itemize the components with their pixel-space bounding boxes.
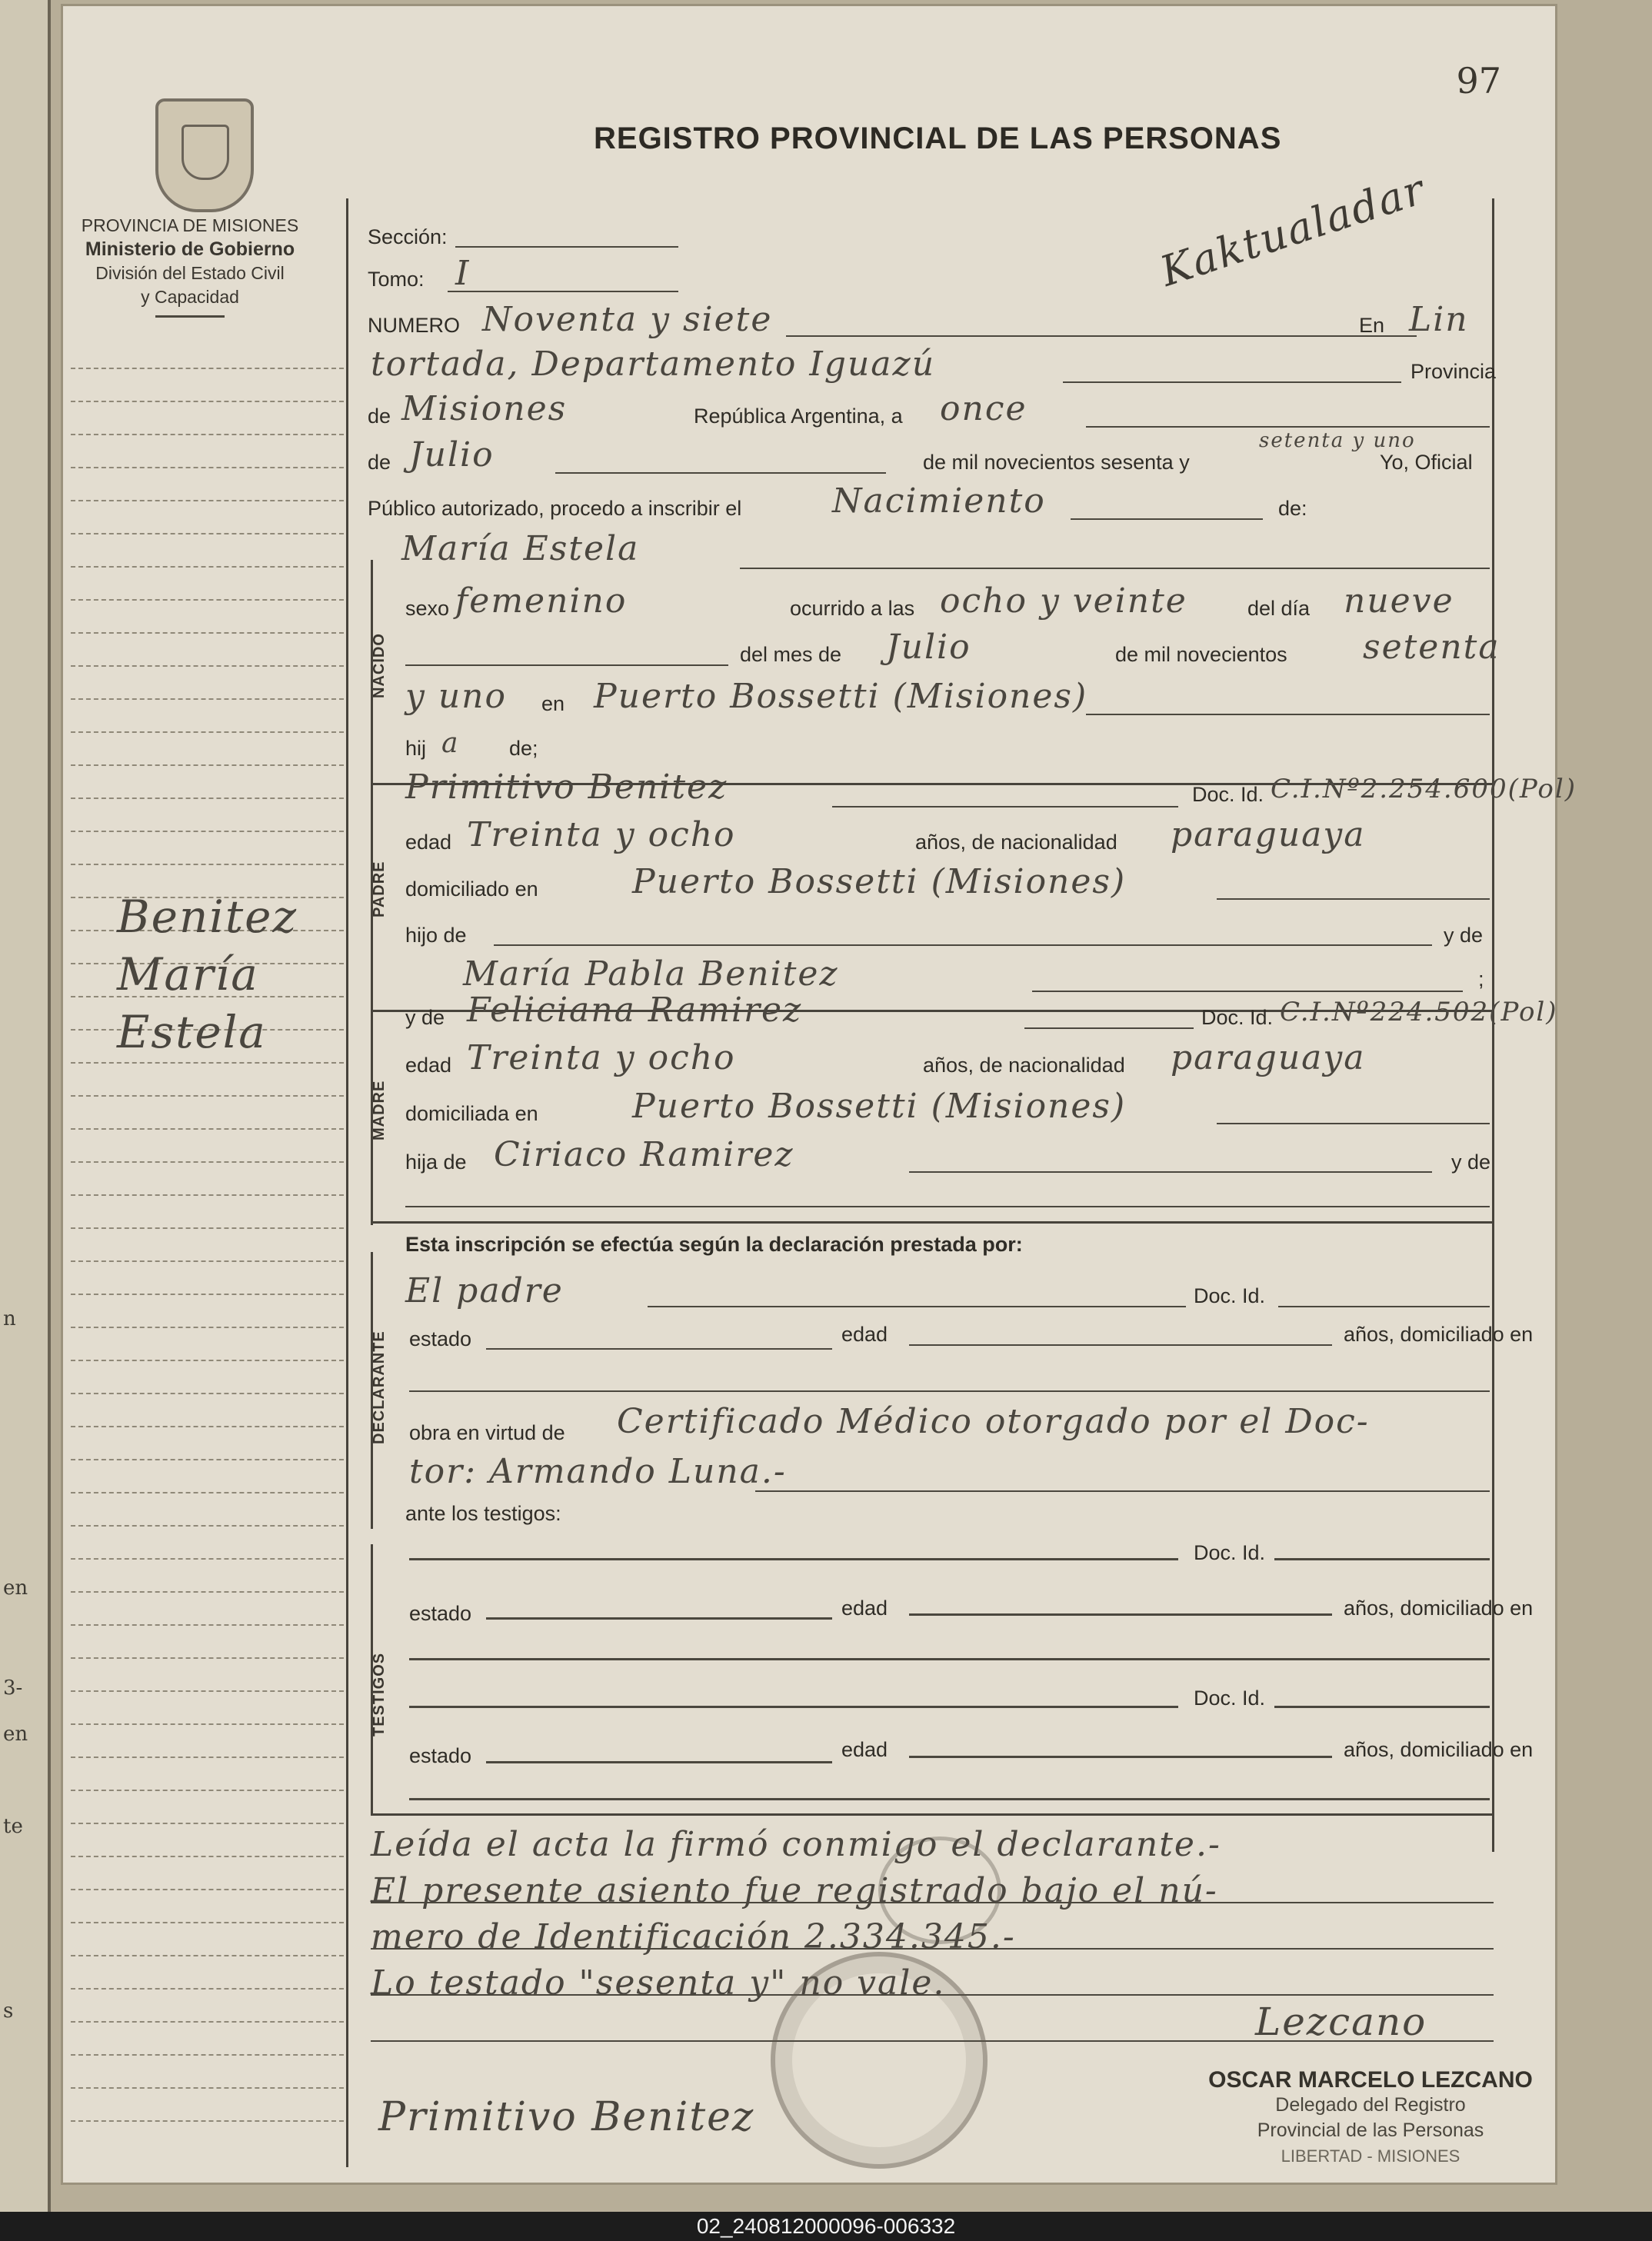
officer-registry: Provincial de las Personas bbox=[1257, 2119, 1484, 2141]
fill-line bbox=[1032, 991, 1463, 992]
fill-line bbox=[409, 1390, 1490, 1392]
margin-ruled-line bbox=[71, 1459, 344, 1460]
margin-ruled-line bbox=[71, 1227, 344, 1229]
adjacent-page-fragment: en bbox=[3, 1723, 28, 1746]
margin-ruled-line bbox=[71, 1988, 344, 1990]
margin-ruled-line bbox=[71, 1062, 344, 1064]
hijo-de-label: de; bbox=[509, 737, 538, 760]
margin-ruled-line bbox=[71, 632, 344, 634]
anio-value-2: y uno bbox=[405, 677, 508, 716]
mes-label: del mes de bbox=[740, 643, 842, 666]
margin-ruled-line bbox=[71, 1294, 344, 1295]
de-label: de bbox=[368, 405, 391, 428]
padre-doc-label: Doc. Id. bbox=[1192, 783, 1264, 806]
issuer-header bbox=[63, 214, 317, 318]
declarante-edad-label: edad bbox=[841, 1323, 888, 1346]
seccion-line bbox=[455, 246, 678, 248]
fill-line bbox=[555, 472, 886, 474]
officer-location: LIBERTAD - MISIONES bbox=[1281, 2146, 1460, 2166]
fill-line bbox=[740, 568, 1490, 569]
month-value: Julio bbox=[409, 435, 495, 475]
margin-ruled-line bbox=[71, 2054, 344, 2056]
tomo-label: Tomo: bbox=[368, 268, 425, 291]
margin-ruled-line bbox=[71, 467, 344, 468]
section-rule bbox=[371, 1813, 1494, 1816]
division-name: División del Estado Civil bbox=[95, 263, 285, 283]
document-title: REGISTRO PROVINCIAL DE LAS PERSONAS bbox=[594, 122, 1282, 155]
publico-label: Público autorizado, procedo a inscribir el bbox=[368, 497, 742, 520]
witness-line bbox=[409, 1706, 1178, 1708]
sexo-label: sexo bbox=[405, 597, 450, 620]
madre-anios-label: años, de nacionalidad bbox=[923, 1054, 1125, 1077]
acto-value: Nacimiento bbox=[832, 481, 1046, 521]
fill-line bbox=[405, 664, 728, 666]
testigo2-edad-label: edad bbox=[841, 1738, 888, 1761]
obra-label: obra en virtud de bbox=[409, 1421, 565, 1444]
margin-ruled-line bbox=[71, 831, 344, 832]
adjacent-page-fragment: en bbox=[3, 1577, 28, 1600]
margin-ruled-line bbox=[71, 731, 344, 733]
adjacent-page-fragment: te bbox=[3, 1815, 23, 1838]
section-tag-testigos: TESTIGOS bbox=[371, 1652, 388, 1737]
testigos-intro: ante los testigos: bbox=[405, 1502, 561, 1525]
madre-hija-de-label: hija de bbox=[405, 1150, 467, 1174]
margin-ruled-line bbox=[71, 798, 344, 799]
registry-page bbox=[63, 6, 1577, 2183]
header-divider bbox=[155, 315, 225, 318]
declarante-doc-label: Doc. Id. bbox=[1194, 1284, 1266, 1307]
margin-ruled-line bbox=[71, 864, 344, 865]
witness-line bbox=[409, 1658, 1490, 1660]
numero-label: NUMERO bbox=[368, 314, 460, 337]
fill-line bbox=[832, 806, 1178, 807]
testigo1-doc-label: Doc. Id. bbox=[1194, 1541, 1266, 1564]
adjacent-page-fragment: s bbox=[3, 2000, 14, 2023]
margin-ruled-line bbox=[71, 434, 344, 435]
officer-signature: Lezcano bbox=[1255, 2000, 1427, 2044]
margin-ruled-line bbox=[71, 1790, 344, 1791]
republica-label: República Argentina, a bbox=[694, 405, 903, 428]
margin-ruled-line bbox=[71, 599, 344, 601]
testigo2-anios-label: años, domiciliado en bbox=[1344, 1738, 1534, 1761]
nacido-name: María Estela bbox=[401, 529, 640, 568]
madre-y-de-label: y de bbox=[405, 1006, 445, 1029]
section-tag-madre: MADRE bbox=[371, 1080, 388, 1140]
witness-line bbox=[1274, 1706, 1490, 1708]
officer-block bbox=[1201, 2000, 1540, 2169]
witness-line bbox=[486, 1617, 832, 1620]
lugar-value: Puerto Bossetti (Misiones) bbox=[594, 677, 1088, 716]
fill-line bbox=[755, 1490, 1490, 1492]
padre-semicolon: ; bbox=[1478, 967, 1484, 991]
oficial-label: Yo, Oficial bbox=[1380, 451, 1473, 474]
sexo-value: femenino bbox=[455, 581, 628, 621]
abuelo-materno: Ciriaco Ramirez bbox=[494, 1135, 794, 1174]
year-insert: setenta y uno bbox=[1259, 429, 1416, 452]
margin-ruled-line bbox=[71, 1922, 344, 1923]
fill-line bbox=[1024, 1027, 1194, 1029]
officer-name: OSCAR MARCELO LEZCANO bbox=[1208, 2067, 1533, 2093]
margin-ruled-line bbox=[71, 2120, 344, 2122]
column-divider bbox=[346, 198, 348, 2167]
testigo1-anios-label: años, domiciliado en bbox=[1344, 1597, 1534, 1620]
fill-line bbox=[1086, 714, 1490, 715]
margin-ruled-line bbox=[71, 1525, 344, 1527]
testigo2-doc-label: Doc. Id. bbox=[1194, 1687, 1266, 1710]
margin-ruled-line bbox=[71, 1558, 344, 1560]
adjacent-page-fragment: 3- bbox=[3, 1677, 23, 1700]
margin-ruled-line bbox=[71, 1624, 344, 1626]
margin-firstname: María bbox=[117, 948, 259, 1001]
tomo-line bbox=[448, 291, 678, 292]
testigo2-estado-label: estado bbox=[409, 1744, 472, 1767]
declarante-anios-label: años, domiciliado en bbox=[1344, 1323, 1534, 1346]
declarante-name: El padre bbox=[405, 1271, 564, 1310]
fill-line bbox=[494, 944, 1432, 946]
obra-value: Certificado Médico otorgado por el Doc- bbox=[617, 1402, 1370, 1441]
witness-line bbox=[1274, 1558, 1490, 1560]
margin-ruled-line bbox=[71, 1757, 344, 1758]
section-rule bbox=[371, 1221, 1494, 1224]
fill-line bbox=[648, 1306, 1186, 1307]
margin-ruled-line bbox=[71, 1095, 344, 1097]
witness-line bbox=[409, 1558, 1178, 1560]
adjacent-page-edge bbox=[0, 0, 51, 2215]
madre-edad-label: edad bbox=[405, 1054, 452, 1077]
margin-ruled-line bbox=[71, 1161, 344, 1163]
padre-anios-label: años, de nacionalidad bbox=[915, 831, 1117, 854]
dia-label: del día bbox=[1247, 597, 1311, 620]
margin-ruled-line bbox=[71, 2021, 344, 2023]
padre-name: Primitivo Benitez bbox=[405, 768, 728, 807]
padre-domicilio-value: Puerto Bossetti (Misiones) bbox=[632, 862, 1127, 901]
note-line: mero de Identificación 2.334.345.- bbox=[371, 1917, 1016, 1956]
fill-line bbox=[486, 1348, 832, 1350]
margin-ruled-line bbox=[71, 1360, 344, 1361]
padre-y-de-label: y de bbox=[1444, 924, 1484, 947]
tomo-value: I bbox=[455, 254, 471, 293]
witness-line bbox=[909, 1613, 1332, 1616]
fill-line bbox=[405, 1206, 1490, 1207]
declarant-signature: Primitivo Benitez bbox=[378, 2094, 755, 2140]
fill-line bbox=[1086, 426, 1490, 428]
margin-ruled-line bbox=[71, 698, 344, 700]
provincia-label: Provincia bbox=[1411, 360, 1497, 383]
margin-ruled-line bbox=[71, 401, 344, 402]
padre-nacionalidad: paraguaya bbox=[1171, 815, 1366, 854]
abuela-paterna: María Pabla Benitez bbox=[463, 954, 839, 994]
declarante-intro: Esta inscripción se efectúa según la declaración prestada por: bbox=[405, 1233, 1023, 1256]
section-tag-declarante: DECLARANTE bbox=[371, 1330, 388, 1444]
officer-title: Delegado del Registro bbox=[1275, 2094, 1466, 2116]
margin-ruled-line bbox=[71, 1128, 344, 1130]
ministry-name: Ministerio de Gobierno bbox=[85, 238, 295, 260]
note-line: Leída el acta la firmó conmigo el declarante.- bbox=[371, 1825, 1221, 1864]
testigo1-edad-label: edad bbox=[841, 1597, 888, 1620]
fill-line bbox=[1278, 1306, 1490, 1307]
padre-edad-label: edad bbox=[405, 831, 452, 854]
margin-ruled-line bbox=[71, 1856, 344, 1857]
month-label: de bbox=[368, 451, 391, 474]
witness-line bbox=[909, 1756, 1332, 1758]
padre-doc-value: C.I.Nº2.254.600(Pol) bbox=[1271, 774, 1577, 804]
madre-edad-value: Treinta y ocho bbox=[467, 1038, 736, 1077]
mes-value: Julio bbox=[886, 628, 971, 667]
madre-doc-value: C.I.Nº224.502(Pol) bbox=[1280, 997, 1558, 1027]
hijo-label: hij bbox=[405, 737, 427, 760]
ocurrido-label: ocurrido a las bbox=[790, 597, 915, 620]
margin-ruled-line bbox=[71, 1889, 344, 1890]
top-signature: Kaktualadar bbox=[1154, 165, 1431, 296]
fill-line bbox=[1063, 381, 1401, 383]
day-value: once bbox=[940, 389, 1028, 428]
note-line: Lo testado "sesenta y" no vale. bbox=[371, 1963, 946, 2003]
margin-ruled-line bbox=[71, 1955, 344, 1956]
margin-ruled-line bbox=[71, 368, 344, 369]
margin-ruled-line bbox=[71, 1723, 344, 1725]
declarante-estado-label: estado bbox=[409, 1327, 472, 1350]
madre-domicilio-label: domiciliada en bbox=[405, 1102, 538, 1125]
margin-ruled-line bbox=[71, 1194, 344, 1196]
hijo-suffix: a bbox=[441, 728, 460, 759]
margin-ruled-line bbox=[71, 1823, 344, 1824]
fill-line bbox=[1217, 1123, 1490, 1124]
place-value: tortada, Departamento Iguazú bbox=[371, 345, 936, 384]
madre-name: Feliciana Ramirez bbox=[467, 991, 803, 1030]
de2-label: de: bbox=[1278, 497, 1307, 520]
fill-line bbox=[909, 1344, 1332, 1346]
seccion-label: Sección: bbox=[368, 225, 448, 248]
province-name: PROVINCIA DE MISIONES bbox=[81, 215, 299, 235]
margin-ruled-line bbox=[71, 1426, 344, 1427]
page-number: 97 bbox=[1456, 60, 1501, 102]
en-label: En bbox=[1359, 314, 1385, 337]
madre-nacionalidad: paraguaya bbox=[1171, 1038, 1366, 1077]
margin-ruled-line bbox=[71, 1260, 344, 1262]
margin-ruled-line bbox=[71, 566, 344, 568]
division-name-2: y Capacidad bbox=[141, 287, 239, 307]
margin-ruled-line bbox=[71, 1657, 344, 1659]
margin-surname: Benitez bbox=[117, 891, 298, 943]
numero-value: Noventa y siete bbox=[482, 300, 773, 339]
testigo1-estado-label: estado bbox=[409, 1602, 472, 1625]
madre-doc-label: Doc. Id. bbox=[1201, 1006, 1274, 1029]
madre-y-de2-label: y de bbox=[1451, 1150, 1491, 1174]
padre-domicilio-label: domiciliado en bbox=[405, 877, 538, 901]
margin-middlename: Estela bbox=[117, 1006, 267, 1058]
margin-ruled-line bbox=[71, 665, 344, 667]
margin-ruled-line bbox=[71, 1591, 344, 1593]
margin-ruled-line bbox=[71, 500, 344, 501]
padre-edad-value: Treinta y ocho bbox=[467, 815, 736, 854]
file-identifier: 02_240812000096-006332 bbox=[0, 2212, 1652, 2241]
margin-ruled-line bbox=[71, 1690, 344, 1692]
provincia-value: Misiones bbox=[401, 389, 568, 428]
madre-domicilio-value: Puerto Bossetti (Misiones) bbox=[632, 1087, 1127, 1126]
dia-value: nueve bbox=[1344, 581, 1454, 621]
note-line: El presente asiento fue registrado bajo el nú- bbox=[371, 1871, 1218, 1910]
obra-value-2: tor: Armando Luna.- bbox=[409, 1452, 787, 1491]
anio-label: de mil novecientos bbox=[1115, 643, 1287, 666]
hora-value: ocho y veinte bbox=[940, 581, 1187, 621]
seal-fragment-icon bbox=[878, 1836, 1001, 1944]
section-tag-nacido: NACIDO bbox=[371, 633, 388, 698]
anio-value: setenta bbox=[1363, 628, 1500, 667]
fill-line bbox=[786, 335, 1417, 337]
margin-ruled-line bbox=[71, 1327, 344, 1328]
margin-ruled-line bbox=[71, 1492, 344, 1493]
margin-ruled-line bbox=[71, 764, 344, 766]
margin-ruled-line bbox=[71, 533, 344, 534]
note-rule bbox=[371, 1948, 1494, 1950]
margin-ruled-line bbox=[71, 1393, 344, 1394]
fill-line bbox=[909, 1171, 1432, 1173]
witness-line bbox=[409, 1798, 1490, 1800]
margin-ruled-line bbox=[71, 2087, 344, 2089]
coat-of-arms-icon bbox=[155, 98, 254, 212]
year-label: de mil novecientos sesenta y bbox=[923, 451, 1190, 474]
official-seal-icon bbox=[771, 1952, 988, 2169]
adjacent-page-fragment: n bbox=[3, 1307, 16, 1330]
fill-line bbox=[1217, 898, 1490, 900]
lugar-en-label: en bbox=[541, 692, 565, 715]
en-value: Lin bbox=[1409, 300, 1469, 339]
padre-hijo-de-label: hijo de bbox=[405, 924, 467, 947]
witness-line bbox=[486, 1761, 832, 1763]
section-tag-padre: PADRE bbox=[371, 861, 388, 917]
fill-line bbox=[1071, 518, 1263, 520]
